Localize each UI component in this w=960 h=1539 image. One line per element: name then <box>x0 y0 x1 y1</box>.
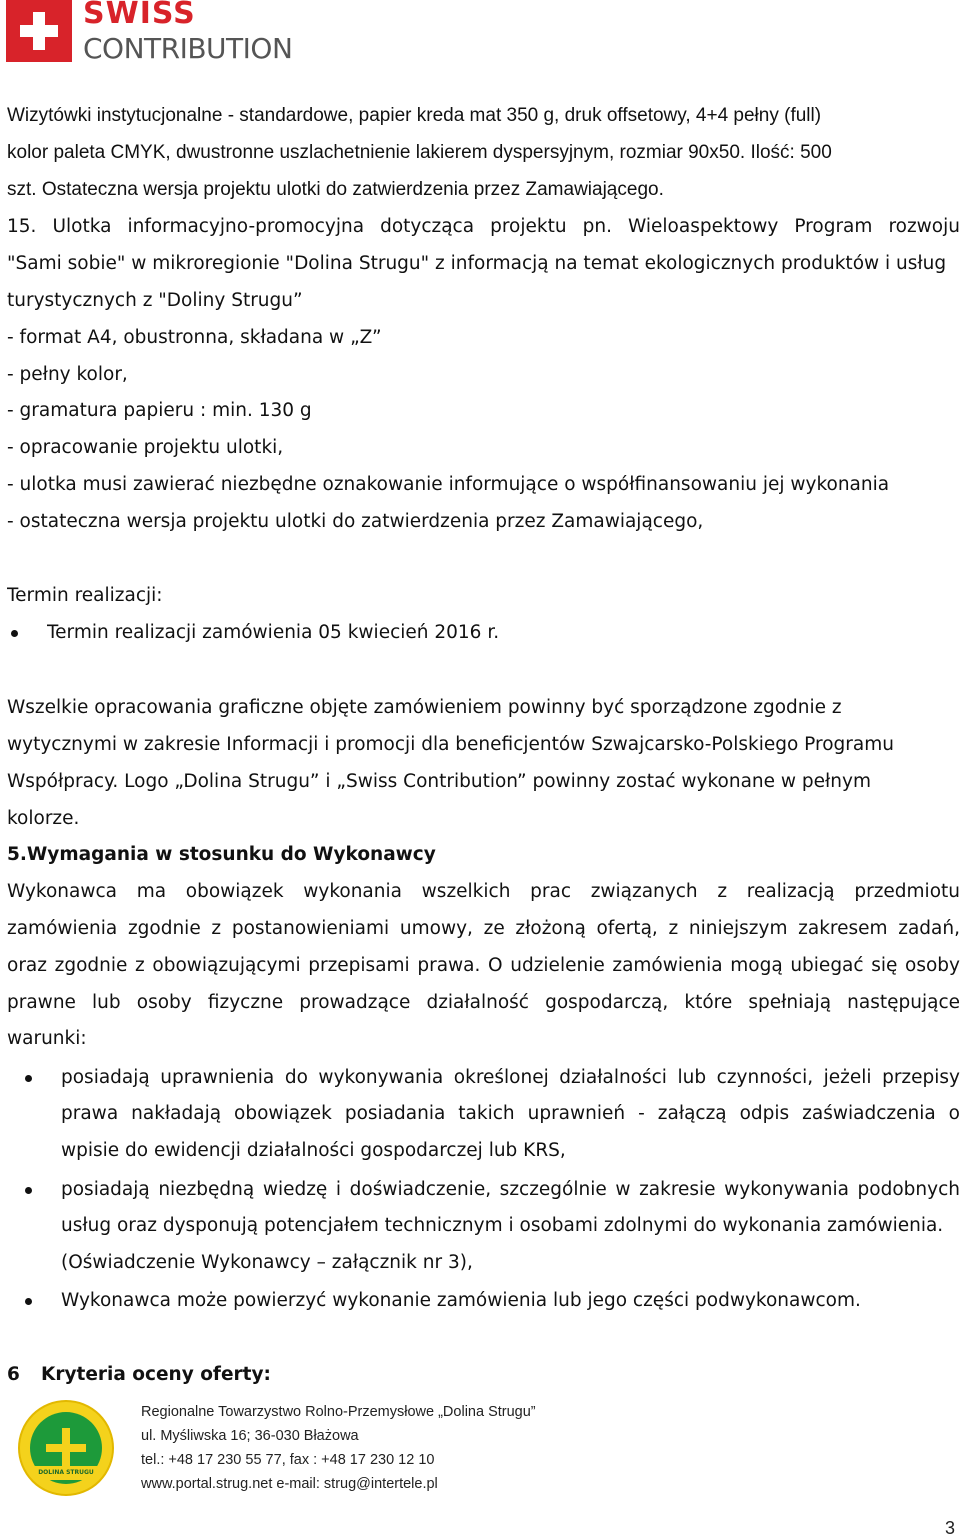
section5-line: warunki: <box>7 1028 87 1049</box>
section5-line: Wykonawca ma obowiązek wykonania wszelkich prac związanych z realizacją przedmiotu <box>7 881 960 902</box>
spec-line: - pełny kolor, <box>7 364 128 385</box>
bullet-icon <box>25 1298 32 1305</box>
intro-line: kolor paleta CMYK, dwustronne uszlachetnienie lakierem dyspersyjnym, rozmiar 90x50. Ilość: 500 <box>7 142 832 163</box>
intro-line: Wizytówki instytucjonalne - standardowe, papier kreda mat 350 g, druk offsetowy, 4+4 pełny (full) <box>7 105 822 126</box>
footer-org: Regionalne Towarzystwo Rolno-Przemysłowe „Dolina Strugu” <box>141 1404 536 1420</box>
termin-bullet: Termin realizacji zamówienia 05 kwiecień 2016 r. <box>47 622 500 643</box>
spec-line: - format A4, obustronna, składana w „Z” <box>7 327 382 348</box>
graphics-line: Wszelkie opracowania graficzne objęte zamówieniem powinny być sporządzone zgodnie z <box>7 697 842 718</box>
spec-line: - gramatura papieru : min. 130 g <box>7 400 312 421</box>
intro-line: szt. Ostateczna wersja projektu ulotki do zatwierdzenia przez Zamawiającego. <box>7 179 664 200</box>
brand-line-1: SWISS <box>83 0 196 31</box>
section5-line: oraz zgodnie z obowiązującymi przepisami prawa. O udzielenie zamówienia mogą ubiegać się osoby <box>7 955 960 976</box>
spec-line: - opracowanie projektu ulotki, <box>7 437 284 458</box>
brand-line-2: CONTRIBUTION <box>83 32 293 65</box>
termin-heading: Termin realizacji: <box>7 585 163 606</box>
item15-line: 15. Ulotka informacyjno-promocyjna dotycząca projektu pn. Wieloaspektowy Program rozwoju <box>7 216 960 237</box>
graphics-line: wytycznymi w zakresie Informacji i promocji dla beneficjentów Szwajcarsko-Polskiego Programu <box>7 734 894 755</box>
bullet-line: prawa nakładają obowiązek posiadania takich uprawnień - załączą odpis zaświadczenia o <box>61 1103 960 1124</box>
swiss-flag-icon <box>6 0 72 62</box>
bullet-line: Wykonawca może powierzyć wykonanie zamówienia lub jego części podwykonawcom. <box>61 1290 861 1311</box>
bullet-line: wpisie do ewidencji działalności gospodarczej lub KRS, <box>61 1140 566 1161</box>
graphics-line: Współpracy. Logo „Dolina Strugu” i „Swiss Contribution” powinny zostać wykonane w pełnym <box>7 771 871 792</box>
logo-banner-text: DOLINA STRUGU <box>32 1466 100 1480</box>
graphics-line: kolorze. <box>7 808 80 829</box>
footer-phone: tel.: +48 17 230 55 77, fax : +48 17 230 12 10 <box>141 1452 435 1468</box>
footer-address: ul. Myśliwska 16; 36-030 Błażowa <box>141 1428 359 1444</box>
bullet-line: usług oraz dysponują potencjałem technicznym i osobami zdolnymi do wykonania zamówienia. <box>61 1215 944 1236</box>
section6-number: 6 <box>7 1364 20 1385</box>
section6-heading: Kryteria oceny oferty: <box>41 1364 271 1385</box>
bullet-line: posiadają uprawnienia do wykonywania określonej działalności lub czynności, jeżeli przepisy <box>61 1067 960 1088</box>
footer-web: www.portal.strug.net e-mail: strug@intertele.pl <box>141 1476 438 1492</box>
section5-heading: 5.Wymagania w stosunku do Wykonawcy <box>7 844 436 865</box>
item15-line: turystycznych z "Doliny Strugu” <box>7 290 303 311</box>
spec-line: - ulotka musi zawierać niezbędne oznakowanie informujące o współfinansowaniu jej wykonania <box>7 474 890 495</box>
dolina-strugu-logo <box>18 1400 114 1496</box>
spec-line: - ostateczna wersja projektu ulotki do zatwierdzenia przez Zamawiającego, <box>7 511 704 532</box>
bullet-icon <box>11 630 18 637</box>
bullet-icon <box>25 1075 32 1082</box>
bullet-line: posiadają niezbędną wiedzę i doświadczenie, szczególnie w zakresie wykonywania podobnych <box>61 1179 960 1200</box>
bullet-line: (Oświadczenie Wykonawcy – załącznik nr 3), <box>61 1252 473 1273</box>
item15-line: "Sami sobie" w mikroregionie "Dolina Strugu" z informacją na temat ekologicznych produktów i usług <box>7 253 947 274</box>
section5-line: zamówienia zgodnie z postanowieniami umowy, ze złożoną ofertą, z niniejszym zakresem zadań, <box>7 918 960 939</box>
section5-line: prawne lub osoby fizyczne prowadzące działalność gospodarczą, które spełniają następujące <box>7 992 960 1013</box>
page-number: 3 <box>945 1518 956 1538</box>
bullet-icon <box>25 1187 32 1194</box>
